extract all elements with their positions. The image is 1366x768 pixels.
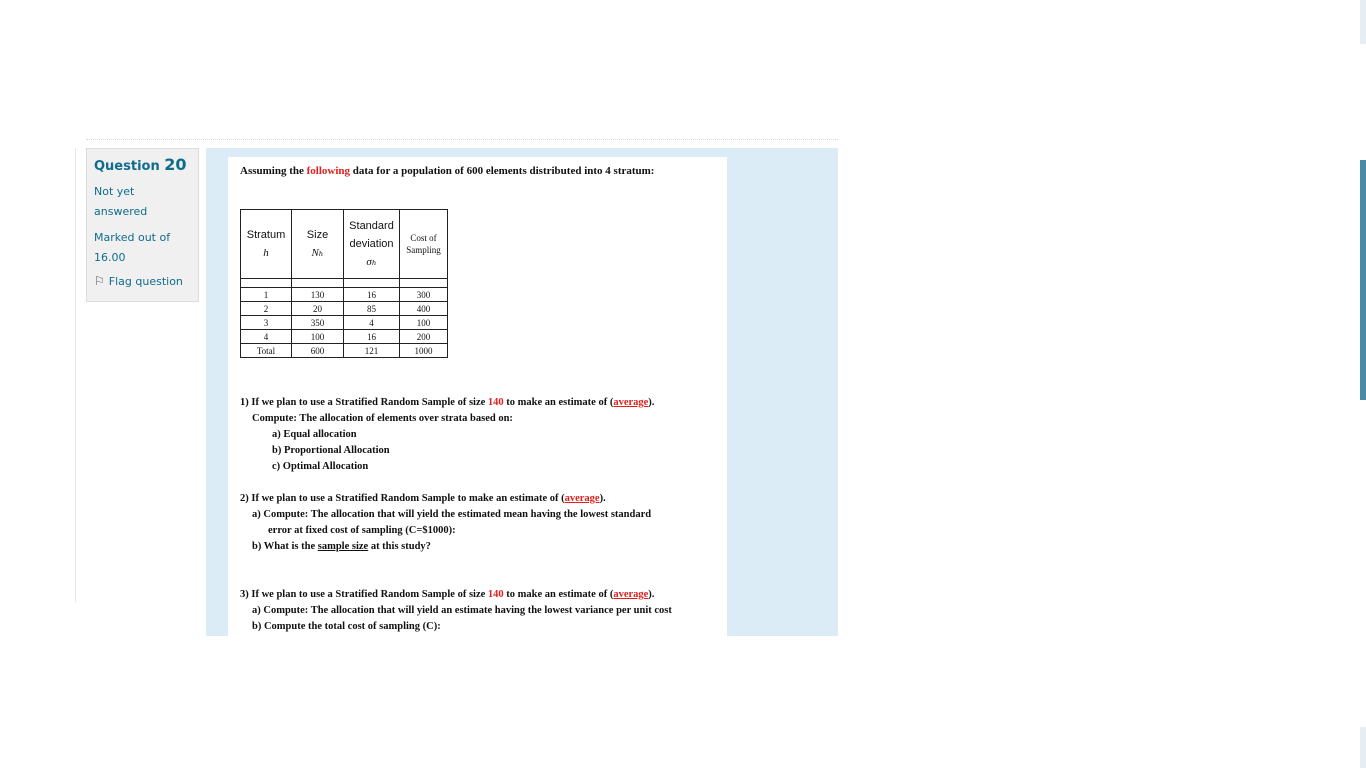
header-sd: Standard deviation σₕ [344,210,400,279]
strata-table [240,209,448,358]
question-state: Not yet answered [94,185,148,218]
right-edge-top [1360,0,1366,44]
question-info-panel [86,148,199,302]
table-row-total: Total 600 121 1000 [241,344,448,358]
table-row: 1 130 16 300 [241,288,448,302]
right-edge-bottom [1360,727,1366,768]
question-number: Question 20 [94,155,187,174]
table-row: 2 20 85 400 [241,302,448,316]
question-image [228,157,727,636]
right-edge-accent-bar [1360,160,1366,400]
table-row: 3 350 4 100 [241,316,448,330]
question-part-2: 2) If we plan to use a Stratified Random Sample to make an estimate of (average). a) Compute: The allocation that will yield the estimated mean having the lowest standard error at fixed cost of sampling (C=$1000): b) What is the sample size at this study? [240,493,652,552]
top-divider [86,139,838,140]
flag-icon[interactable]: ⚐ [94,274,105,288]
header-size: Size Nₕ [292,210,344,279]
header-cost: Cost of Sampling [400,210,448,279]
flag-question-button[interactable]: ⚐ Flag question [94,274,183,288]
question-part-1: 1) If we plan to use a Stratified Random Sample of size 140 to make an estimate of (average). Compute: The allocation of elements over strata based on: a) Equal allocation b) Proportional Allocation c) Optimal Allocation [240,397,655,472]
table-row: 4 100 16 200 [241,330,448,344]
question-intro: Assuming the following data for a population of 600 elements distributed into 4 stratum: [240,165,655,177]
left-border-line [75,148,76,602]
question-part-3: 3) If we plan to use a Stratified Random Sample of size 140 to make an estimate of (average). a) Compute: The allocation that will yield an estimate having the lowest variance per unit cost b) Compute the total cost of sampling (C): [240,589,672,632]
question-grade: Marked out of 16.00 [94,231,171,264]
header-stratum: Stratum h [241,210,292,279]
table-header-row [241,210,448,279]
question-content-extension [727,452,822,636]
